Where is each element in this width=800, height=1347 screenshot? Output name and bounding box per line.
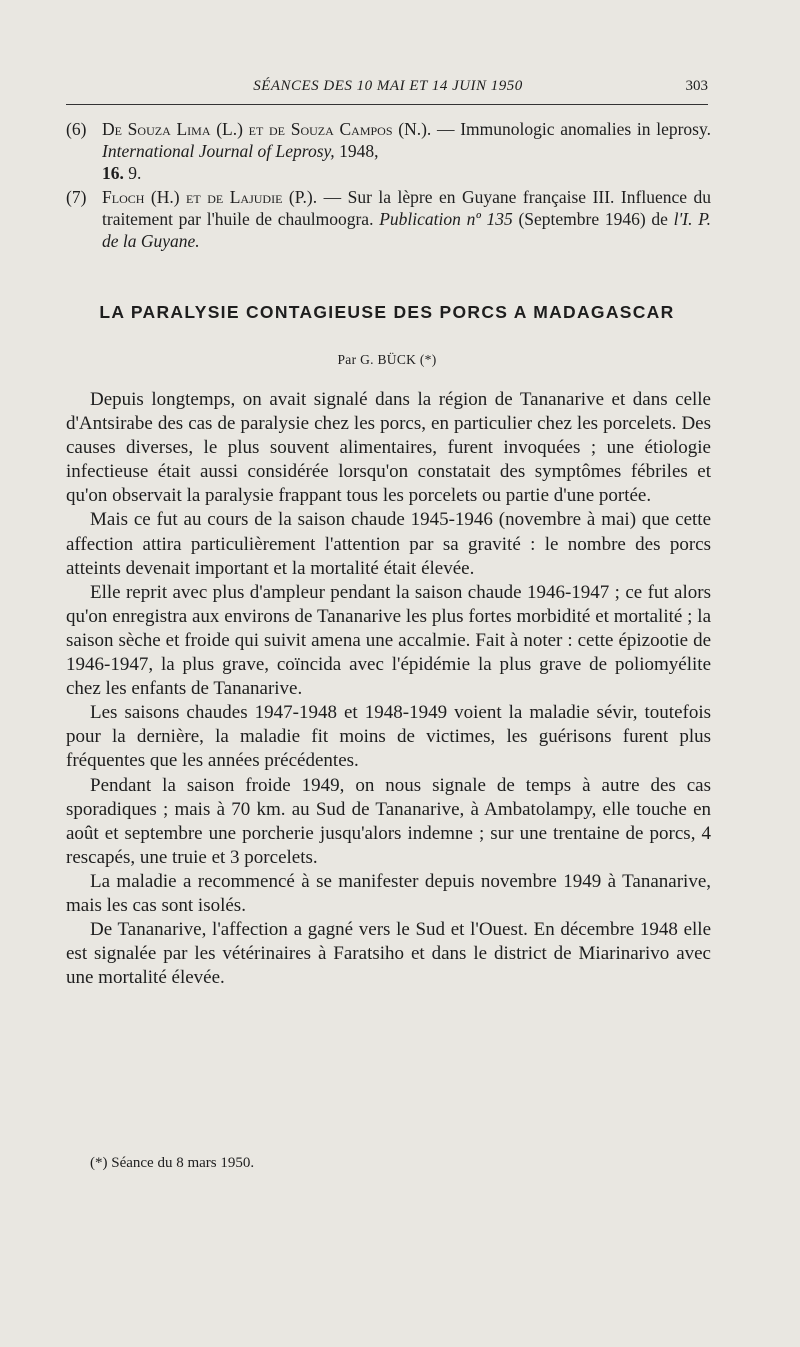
reference-title: Immunologic anomalies in leprosy.	[460, 119, 711, 139]
body-paragraph: Mais ce fut au cours de la saison chaude 1945-1946 (novembre à mai) que cette affection attira particulièrement l'attention par sa gravité : le nombre des porcs atteints devenait important et la mortalité était élevée.	[66, 509, 711, 579]
footnote: (*) Séance du 8 mars 1950.	[90, 1155, 255, 1171]
article-byline: Par G. BÜCK (*)	[337, 352, 437, 367]
reference-date: (Septembre 1946) de	[518, 209, 668, 229]
reference-number: (6)	[66, 119, 87, 139]
running-head: SÉANCES DES 10 MAI ET 14 JUIN 1950	[253, 78, 523, 94]
reference-volume: 16.	[102, 163, 124, 183]
article-title: LA PARALYSIE CONTAGIEUSE DES PORCS A MADAGASCAR	[99, 302, 675, 322]
reference-authors: De Souza Lima (L.) et de Souza Campos (N.). —	[102, 119, 455, 139]
reference-year: 1948,	[339, 141, 379, 161]
reference-item	[66, 118, 711, 184]
body-paragraph: Pendant la saison froide 1949, on nous signale de temps à autre des cas sporadiques ; mais à 70 km. au Sud de Tananarive, à Ambatolampy, elle touche en août et septembre une porcherie jusqu'alors indemne ; sur une trentaine de porcs, 4 rescapés, une truie et 3 porcelets.	[66, 774, 711, 868]
reference-authors: Floch (H.) et de Lajudie (P.). —	[102, 187, 342, 207]
reference-journal: International Journal of Leprosy,	[102, 141, 335, 161]
reference-publication: Publication nº 135	[379, 209, 513, 229]
body-paragraph: Depuis longtemps, on avait signalé dans la région de Tananarive et dans celle d'Antsirabe des cas de paralysie chez les porcs, en particulier chez les porcelets. Des causes diverses, le plus souvent alimentaires, furent invoquées ; une étiologie infectieuse était aussi considérée lorsqu'on constatait des symptômes fébriles et qu'on observait la paralysie frappant tous les porcelets ou partie d'une portée.	[66, 389, 711, 507]
page-number: 303	[685, 78, 708, 94]
body-paragraph: La maladie a recommencé à se manifester depuis novembre 1949 à Tananarive, mais les cas sont isolés.	[66, 870, 711, 916]
reference-issue: 9.	[128, 163, 142, 183]
reference-item	[66, 186, 711, 252]
body-paragraph: Elle reprit avec plus d'ampleur pendant la saison chaude 1946-1947 ; ce fut alors qu'on enregistra aux environs de Tananarive les plus fortes morbidité et mortalité ; la saison sèche et froide qui suivit amena une accalmie. Fait à noter : cette épizootie de 1946-1947, la plus grave, coïncida avec l'épidémie la plus grave de poliomyélite chez les enfants de Tananarive.	[66, 581, 711, 700]
body-paragraph: Les saisons chaudes 1947-1948 et 1948-1949 voient la maladie sévir, toutefois pour la dernière, la maladie fit moins de victimes, les guérisons furent plus fréquentes que les années précédentes.	[66, 702, 711, 772]
body-paragraph: De Tananarive, l'affection a gagné vers le Sud et l'Ouest. En décembre 1948 elle est signalée par les vétérinaires à Faratsiho et dans le district de Miarinarivo avec une mortalité élevée.	[66, 919, 711, 989]
reference-number: (7)	[66, 187, 87, 207]
header-rule	[66, 104, 708, 105]
reference-title: Sur la lèpre en Guyane française III. Influence du traitement par l'huile de chaulmoogra.	[102, 187, 711, 229]
reference-institute: l'I. P. de la Guyane.	[102, 209, 712, 251]
article-body	[66, 388, 711, 990]
reference-list	[66, 118, 711, 254]
